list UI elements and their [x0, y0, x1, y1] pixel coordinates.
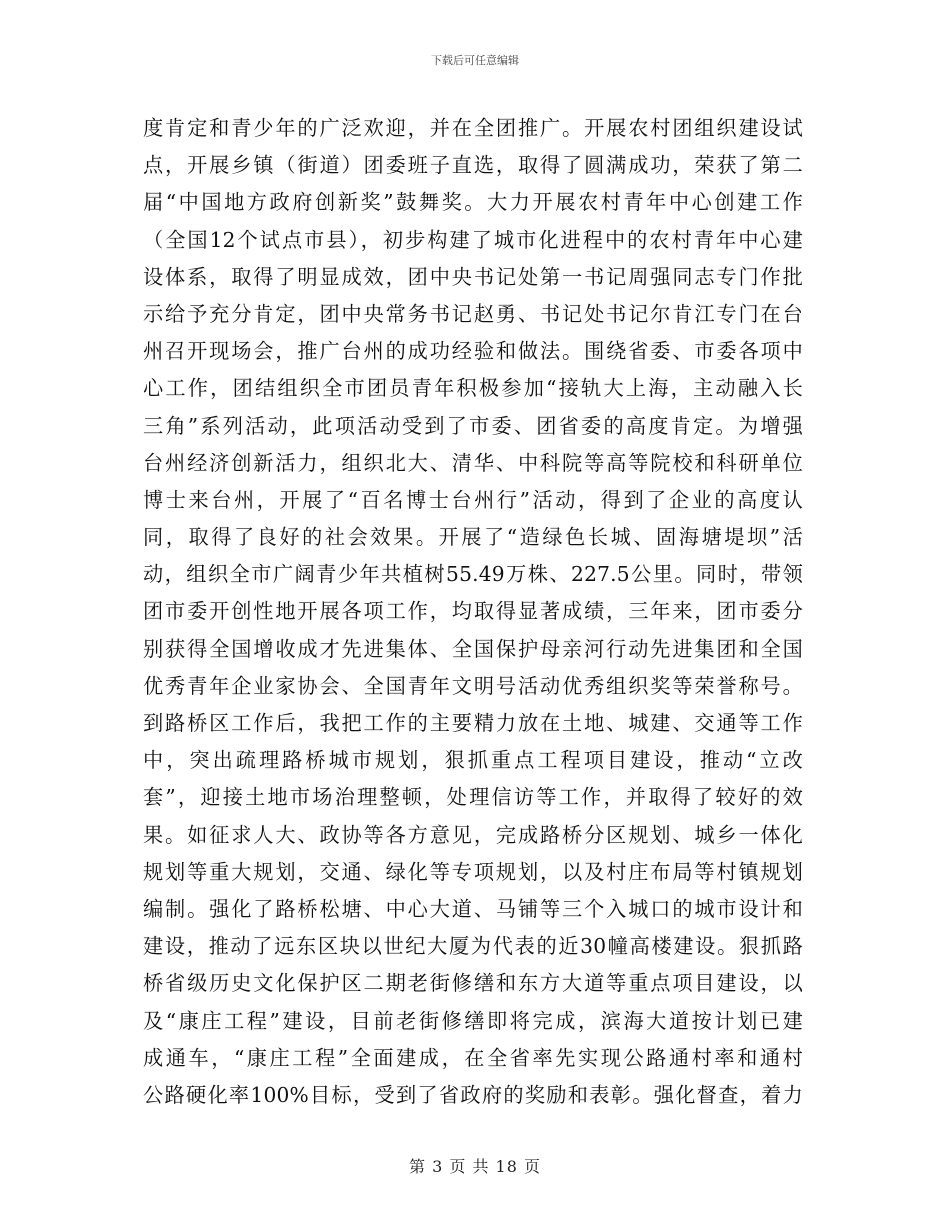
- text-line: 团市委开创性地开展各项工作，均取得显著成绩，三年来，团市委分: [143, 599, 803, 624]
- page-number-footer: 第 3 页 共 18 页: [409, 1157, 541, 1176]
- text-line: 桥省级历史文化保护区二期老街修缮和东方大道等重点项目建设，以: [143, 971, 803, 996]
- text-line: 同，取得了良好的社会效果。开展了“造绿色长城、固海塘堤坝”活: [143, 525, 803, 550]
- text-line: 建设，推动了远东区块以世纪大厦为代表的近30幢高楼建设。狠抓路: [143, 934, 803, 959]
- text-line: 套”，迎接土地市场治理整顿，处理信访等工作，并取得了较好的效: [143, 785, 803, 810]
- text-line: 及“康庄工程”建设，目前老街修缮即将完成，滨海大道按计划已建: [143, 1008, 803, 1033]
- text-line: 动，组织全市广阔青少年共植树55.49万株、227.5公里。同时，带领: [143, 562, 803, 587]
- text-line: 示给予充分肯定，团中央常务书记赵勇、书记处书记尔肯江专门在台: [143, 301, 803, 326]
- text-line: 公路硬化率100%目标，受到了省政府的奖励和表彰。强化督查，着力: [143, 1082, 803, 1107]
- text-line: 届“中国地方政府创新奖”鼓舞奖。大力开展农村青年中心创建工作: [143, 190, 803, 215]
- text-line: 果。如征求人大、政协等各方意见，完成路桥分区规划、城乡一体化: [143, 822, 803, 847]
- text-line: （全国12个试点市县），初步构建了城市化进程中的农村青年中心建: [143, 227, 803, 252]
- page-header: 下载后可任意编辑: [431, 54, 519, 67]
- text-line: 度肯定和青少年的广泛欢迎，并在全团推广。开展农村团组织建设试: [143, 116, 803, 140]
- text-line: 别获得全国增收成才先进集体、全国保护母亲河行动先进集团和全国: [143, 636, 803, 661]
- text-line: 到路桥区工作后，我把工作的主要精力放在土地、城建、交通等工作: [143, 711, 803, 735]
- text-line: 博士来台州，开展了“百名博士台州行”活动，得到了企业的高度认: [143, 487, 803, 512]
- text-line: 州召开现场会，推广台州的成功经验和做法。围绕省委、市委各项中: [143, 339, 803, 364]
- text-line: 心工作，团结组织全市团员青年积极参加“接轨大上海，主动融入长: [143, 376, 803, 401]
- text-line: 点，开展乡镇（街道）团委班子直选，取得了圆满成功，荣获了第二: [143, 153, 803, 178]
- text-line: 三角”系列活动，此项活动受到了市委、团省委的高度肯定。为增强: [143, 413, 803, 438]
- document-body: [143, 110, 803, 1114]
- text-line: 编制。强化了路桥松塘、中心大道、马铺等三个入城口的城市设计和: [143, 896, 803, 921]
- text-line: 设体系，取得了明显成效，团中央书记处第一书记周强同志专门作批: [143, 264, 803, 289]
- text-line: 中，突出疏理路桥城市规划，狠抓重点工程项目建设，推动“立改: [143, 748, 803, 773]
- text-line: 台州经济创新活力，组织北大、清华、中科院等高等院校和科研单位: [143, 450, 803, 475]
- text-line: 成通车，“康庄工程”全面建成，在全省率先实现公路通村率和通村: [143, 1045, 803, 1070]
- text-line: 优秀青年企业家协会、全国青年文明号活动优秀组织奖等荣誉称号。: [143, 673, 803, 698]
- text-line: 规划等重大规划，交通、绿化等专项规划，以及村庄布局等村镇规划: [143, 859, 803, 884]
